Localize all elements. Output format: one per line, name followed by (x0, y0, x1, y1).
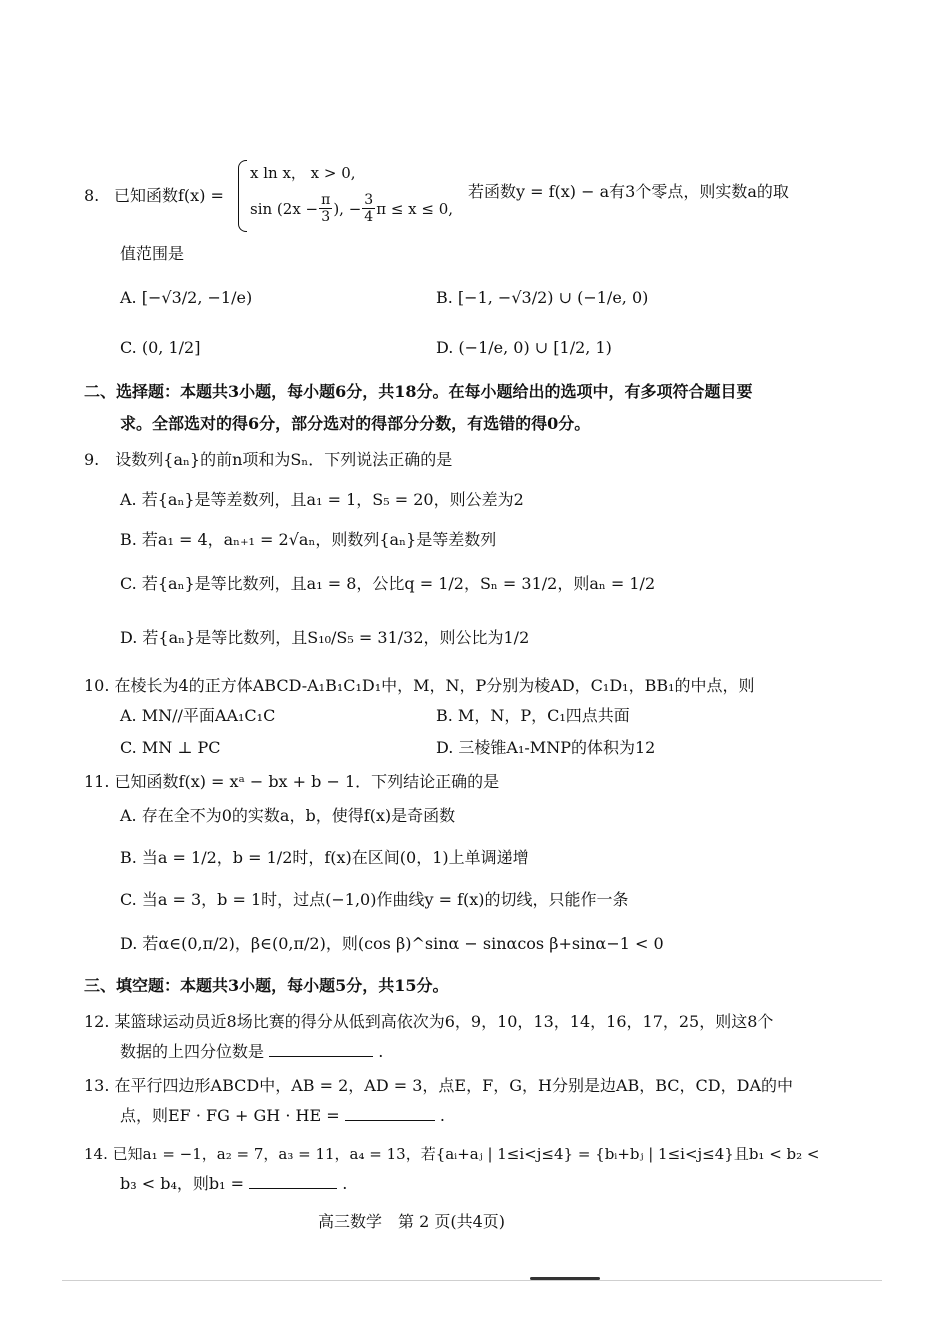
page-footer: 高三数学 第 2 页(共4页) (318, 1212, 506, 1231)
q8-piece-1: x ln x， x > 0, (250, 164, 356, 182)
scan-mark (530, 1277, 600, 1280)
q12-line2 (120, 1042, 383, 1062)
q13-line1: 13. 在平行四边形ABCD中，AB = 2，AD = 3，点E，F，G，H分别是边AB，BC，CD，DA的中 (84, 1076, 794, 1095)
q11-option-c: C. 当a = 3，b = 1时，过点(−1,0)作曲线y = f(x)的切线，只能作一条 (120, 890, 629, 909)
frac-den: 3 (321, 209, 331, 225)
q10-option-a: A. MN//平面AA₁C₁C (120, 706, 276, 725)
q8-number: 8. (84, 186, 100, 205)
q8-piece-2-b: ), − (333, 199, 362, 218)
q10-option-d: D. 三棱锥A₁-MNP的体积为12 (436, 738, 656, 757)
section-2-heading-line2: 求。全部选对的得6分，部分选对的得部分分数，有选错的得0分。 (120, 414, 591, 433)
q11-option-a: A. 存在全不为0的实数a，b，使得f(x)是奇函数 (120, 806, 456, 825)
q8-piece-2-frac2 (362, 192, 375, 225)
answer-blank[interactable] (269, 1042, 373, 1057)
q8-stem-suffix: 若函数y = f(x) − a有3个零点，则实数a的取 (468, 182, 789, 201)
q9-stem: 9. 设数列{aₙ}的前n项和为Sₙ．下列说法正确的是 (84, 450, 453, 469)
q12-line2-suffix: . (378, 1042, 384, 1061)
section-3-heading: 三、填空题：本题共3小题，每小题5分，共15分。 (84, 976, 449, 995)
q8-piece-2-frac (319, 192, 332, 225)
q13-line2 (120, 1106, 445, 1126)
frac-den: 4 (364, 209, 374, 225)
q12-line1: 12. 某篮球运动员近8场比赛的得分从低到高依次为6，9，10，13，14，16，17，25，则这8个 (84, 1012, 774, 1031)
q11-stem: 11. 已知函数f(x) = xᵃ − bx + b − 1．下列结论正确的是 (84, 772, 500, 791)
answer-blank[interactable] (345, 1106, 435, 1121)
q10-option-c: C. MN ⊥ PC (120, 738, 221, 757)
frac-num: π (321, 192, 331, 208)
answer-blank[interactable] (249, 1174, 337, 1189)
frac-num: 3 (364, 192, 374, 208)
piecewise-brace (238, 160, 247, 232)
q8-option-b: B. [−1, −√3/2) ∪ (−1/e, 0) (436, 288, 649, 307)
q12-line2-prefix: 数据的上四分位数是 (120, 1042, 265, 1061)
q9-option-d: D. 若{aₙ}是等比数列，且S₁₀/S₅ = 31/32，则公比为1/2 (120, 628, 530, 647)
q8-piece-2-c: π ≤ x ≤ 0, (376, 199, 454, 218)
q14-line2 (120, 1174, 347, 1194)
q8-option-c: C. (0, 1/2] (120, 338, 201, 357)
q14-line1: 14. 已知a₁ = −1，a₂ = 7，a₃ = 11，a₄ = 13，若{aᵢ+aⱼ | 1≤i<j≤4} = {bᵢ+bⱼ | 1≤i<j≤4}且b₁ < b₂ < (84, 1145, 820, 1163)
q9-option-b: B. 若a₁ = 4，aₙ₊₁ = 2√aₙ，则数列{aₙ}是等差数列 (120, 530, 497, 549)
q8-piece-2 (250, 192, 453, 225)
q13-line2-suffix: . (439, 1106, 445, 1125)
q8-option-d: D. (−1/e, 0) ∪ [1/2, 1) (436, 338, 612, 357)
q10-stem: 10. 在棱长为4的正方体ABCD-A₁B₁C₁D₁中，M，N，P分别为棱AD，C₁D₁，BB₁的中点，则 (84, 676, 755, 695)
q13-line2-prefix: 点，则EF · FG + GH · HE = (120, 1106, 340, 1125)
q8-stem-line2: 值范围是 (120, 244, 185, 263)
q9-option-c: C. 若{aₙ}是等比数列，且a₁ = 8，公比q = 1/2，Sₙ = 31/2，则aₙ = 1/2 (120, 574, 656, 593)
q8-stem-prefix: 已知函数f(x) = (114, 186, 224, 205)
q11-option-d: D. 若α∈(0,π/2)，β∈(0,π/2)，则(cos β)^sinα − sinαcos β+sinα−1 < 0 (120, 934, 664, 953)
q10-option-b: B. M，N，P，C₁四点共面 (436, 706, 630, 725)
q9-option-a: A. 若{aₙ}是等差数列，且a₁ = 1，S₅ = 20，则公差为2 (120, 490, 524, 509)
section-2-heading-line1: 二、选择题：本题共3小题，每小题6分，共18分。在每小题给出的选项中，有多项符合题目要 (84, 382, 753, 401)
q8-piece-2-a: sin (2x − (250, 199, 319, 218)
q8-option-a: A. [−√3/2, −1/e) (120, 288, 253, 307)
q14-line2-suffix: . (342, 1174, 348, 1193)
q14-line2-prefix: b₃ < b₄，则b₁ = (120, 1174, 245, 1193)
q11-option-b: B. 当a = 1/2，b = 1/2时，f(x)在区间(0，1)上单调递增 (120, 848, 529, 867)
bottom-divider (62, 1280, 882, 1281)
